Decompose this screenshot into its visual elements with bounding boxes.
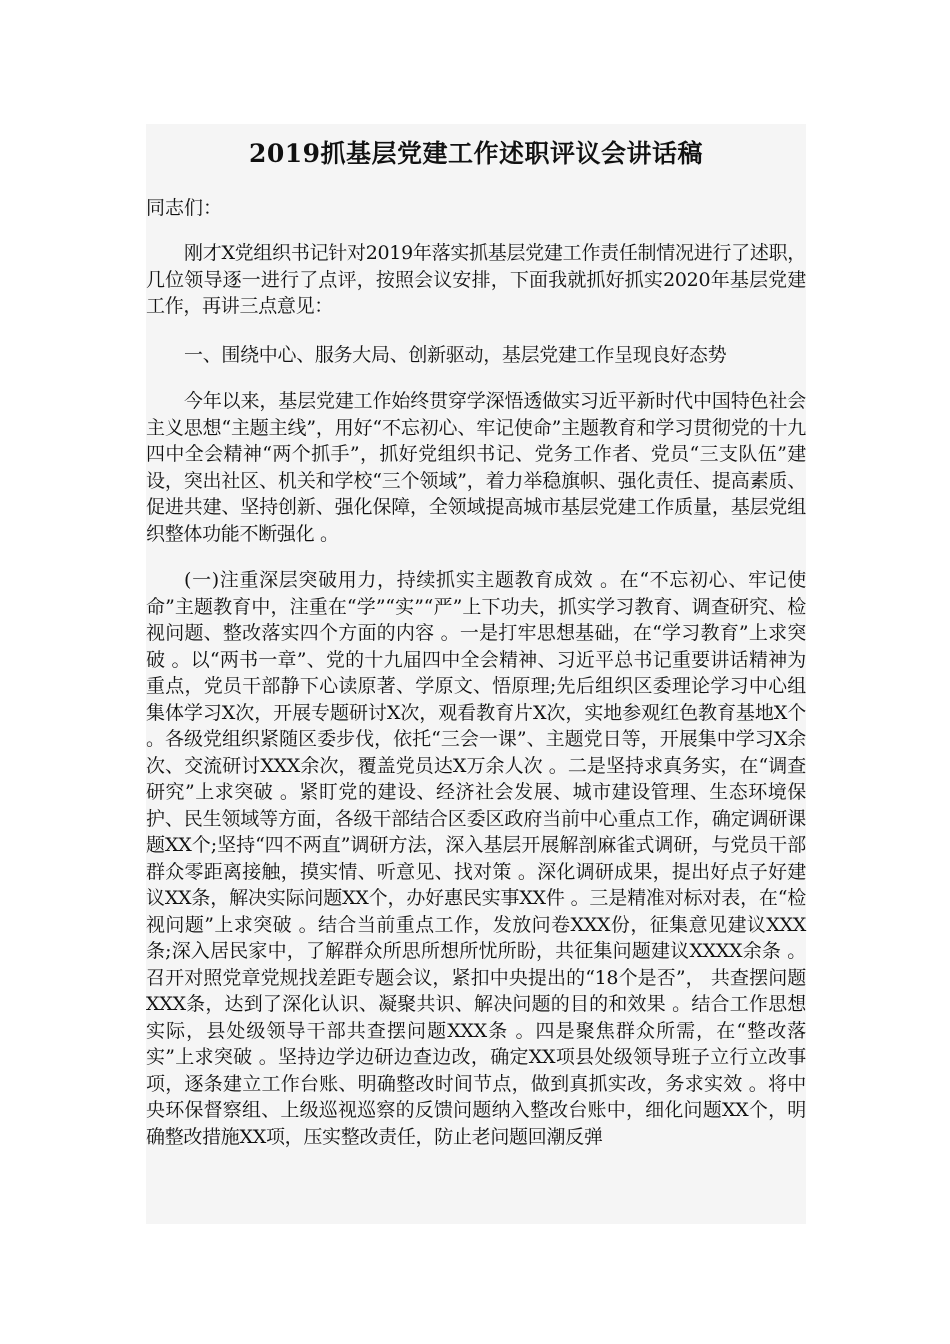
document-title: 2019抓基层党建工作述职评议会讲话稿 [248, 139, 704, 168]
document-body [146, 124, 806, 1150]
intro-paragraph: 刚才X党组织书记针对2019年落实抓基层党建工作责任制情况进行了述职，几位领导逐一进行了点评，按照会议安排，下面我就抓好抓实2020年基层党建工作，再讲三点意见： [146, 242, 806, 317]
body-paragraph: (一)注重深层突破用力，持续抓实主题教育成效 。在“不忘初心、牢记使命”主题教育中，注重在“学”“实”“严”上下功夫，抓实学习教育、调查研究、检视问题、整改落实四个方面的内容 。一是打牢思想基础，在“学习教育”上求突破 。以“两书一章”、党的十九届四中全会精神、习近平总书记重要讲话精神为重点，党员干部静下心读原著、学原文、悟原理;先后组织区委理论学习中心组集体学习X次，开展专题研讨X次，观看教育片X次，实地参观红色教育基地X个 。各级党组织紧随区委步伐，依托“三会一课”、主题党日等，开展集中学习X余次、交流研讨XXX余次，覆盖党员达X万余人次 。二是坚持求真务实，在“调查研究”上求突破 。紧盯党的建设、经济社会发展、城市建设管理、生态环境保护、民生领域等方面，各级干部结合区委区政府当前中心重点工作，确定调研课题XX个;坚持“四不两直”调研方法，深入基层开展解剖麻雀式调研，与党员干部群众零距离接触，摸实情、听意见、找对策 。深化调研成果，提出好点子好建议XX条，解决实际问题XX个，办好惠民实事XX件 。三是精准对标对表，在“检视问题”上求突破 。结合当前重点工作，发放问卷XXX份，征集意见建议XXX条;深入居民家中，了解群众所思所想所忧所盼，共征集问题建议XXXX余条 。召开对照党章党规找差距专题会议，紧扣中央提出的“18个是否”， 共查摆问题XXX条，达到了深化认识、凝聚共识、解决问题的目的和效果 。结合工作思想实际，县处级领导干部共查摆问题XXX条 。四是聚焦群众所需，在“整改落实”上求突破 。坚持边学边研边查边改，确定XX项县处级领导班子立行立改事项，逐条建立工作台账、明确整改时间节点，做到真抓实改，务求实效 。将中央环保督察组、上级巡视巡察的反馈问题纳入整改台账中，细化问题XX个，明确整改措施XX项，压实整改责任，防止老问题回潮反弹 [146, 569, 806, 1148]
section-heading: 一、围绕中心、服务大局、创新驱动，基层党建工作呈现良好态势 [184, 343, 727, 366]
body-paragraph: 今年以来，基层党建工作始终贯穿学深悟透做实习近平新时代中国特色社会主义思想“主题主线”，用好“不忘初心、牢记使命”主题教育和学习贯彻党的十九四中全会精神“两个抓手”，抓好党组织书记、党务工作者、党员“三支队伍”建设，突出社区、机关和学校“三个领域”，着力举稳旗帜、强化责任、提高素质、促进共建、坚持创新、强化保障，全领域提高城市基层党建工作质量，基层党组织整体功能不断强化 。 [146, 390, 806, 545]
salutation: 同志们： [146, 197, 223, 219]
